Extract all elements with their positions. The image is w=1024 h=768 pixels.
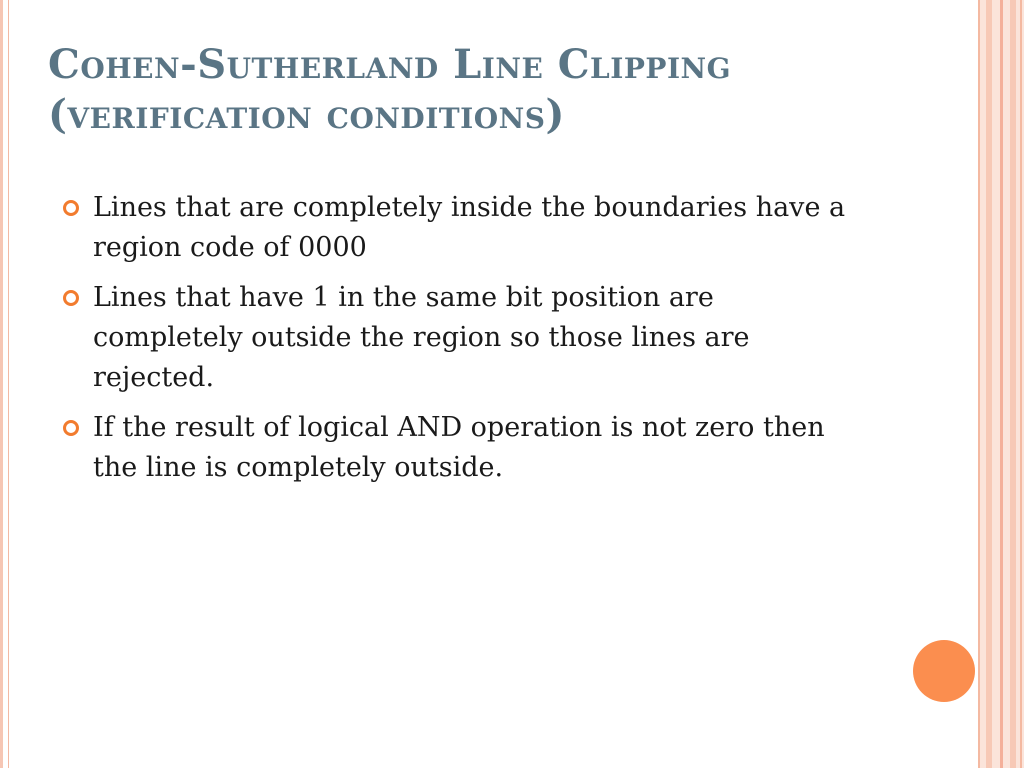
bullet-text: Lines that have 1 in the same bit position are completely outside the region so those lines are rejected. bbox=[93, 282, 750, 393]
slide-title-line-1: Cohen-Sutherland Line Clipping bbox=[48, 41, 732, 88]
right-decorative-line bbox=[1010, 0, 1016, 768]
bullet-text: If the result of logical AND operation is not zero then the line is completely outside. bbox=[93, 412, 825, 483]
bullet-item bbox=[60, 278, 860, 398]
accent-circle bbox=[913, 640, 975, 702]
left-border-stripe bbox=[0, 0, 3, 768]
bullet-item bbox=[60, 408, 860, 488]
right-decorative-line bbox=[1000, 0, 1003, 768]
slide-title-line-2: (verification conditions) bbox=[48, 91, 565, 138]
bullet-ring-icon bbox=[63, 420, 79, 436]
left-border-line bbox=[8, 0, 9, 768]
bullet-ring-icon bbox=[63, 290, 79, 306]
right-decorative-line bbox=[978, 0, 980, 768]
bullet-item bbox=[60, 188, 860, 268]
right-decorative-line bbox=[986, 0, 992, 768]
bullet-list bbox=[60, 188, 860, 498]
slide-title bbox=[48, 40, 948, 140]
bullet-text: Lines that are completely inside the boundaries have a region code of 0000 bbox=[93, 192, 846, 263]
right-decorative-line bbox=[1020, 0, 1022, 768]
bullet-ring-icon bbox=[63, 200, 79, 216]
